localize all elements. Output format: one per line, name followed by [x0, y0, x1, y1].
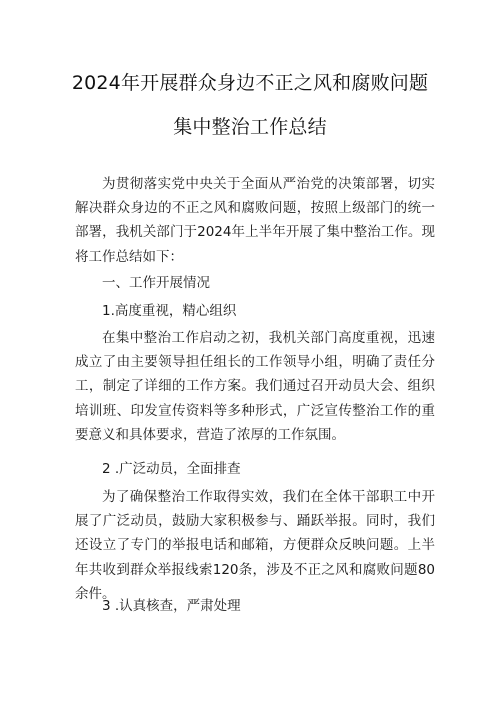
section-1-heading: 一、工作开展情况 — [102, 275, 210, 291]
intro-paragraph: 为贯彻落实党中央关于全面从严治党的决策部署，切实解决群众身边的不正之风和腐败问题，按照上级部门的统一部署，我机关部门于2024年上半年开展了集中整治工作。现将工作总结如下： — [75, 176, 435, 265]
item-3-heading: 3 .认真核查，严肃处理 — [102, 598, 241, 614]
item-1-heading: 1.高度重视，精心组织 — [102, 303, 237, 319]
item-2-paragraph: 为了确保整治工作取得实效，我们在全体干部职工中开展了广泛动员，鼓励大家积极参与、踊跃举报。同时，我们还设立了专门的举报电话和邮箱，方便群众反映问题。上半年共收到群众举报线索120条，涉及不正之风和腐败问题80余件。 — [75, 489, 435, 602]
item-2-heading: 2 .广泛动员，全面排查 — [102, 461, 241, 477]
document-title-line-1: 2024年开展群众身边不正之风和腐败问题 — [71, 72, 429, 94]
document-title-line-2: 集中整治工作总结 — [173, 116, 327, 138]
item-1-paragraph: 在集中整治工作启动之初，我机关部门高度重视，迅速成立了由主要领导担任组长的工作领导小组，明确了责任分工，制定了详细的工作方案。我们通过召开动员大会、组织培训班、印发宣传资料等多种形式，广泛宣传整治工作的重要意义和具体要求，营造了浓厚的工作氛围。 — [75, 330, 435, 443]
